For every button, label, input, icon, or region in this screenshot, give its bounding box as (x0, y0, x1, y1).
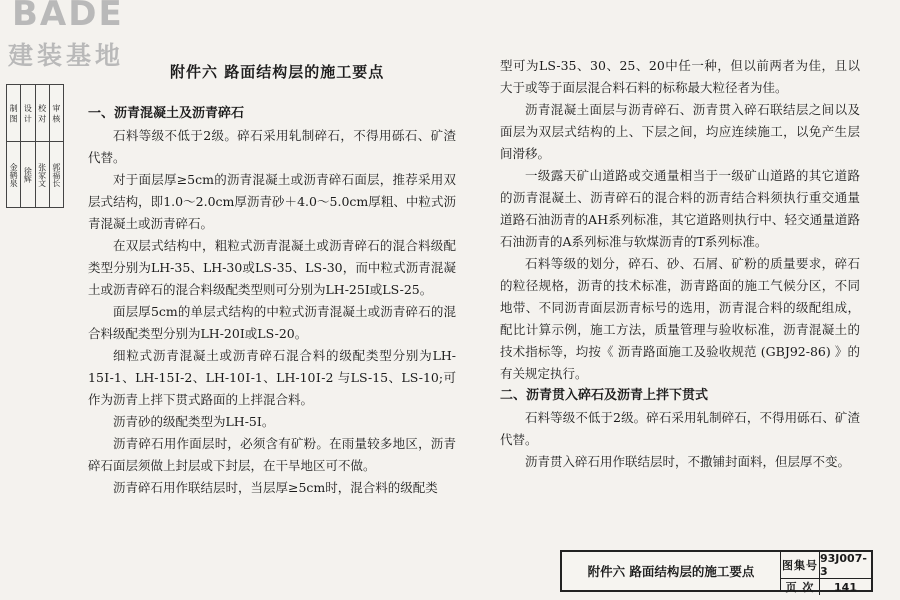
paragraph: 沥青碎石用作联结层时，当层厚≥5cm时，混合料的级配类 (113, 480, 438, 495)
paragraph: 对于面层厚≥5cm的沥青混凝土或沥青碎石面层，推荐采用双层式结构，即1.0～2.0cm厚沥青砂＋4.0～5.0cm厚粗、中粒式沥青混凝土或沥青碎石。 (88, 172, 456, 231)
watermark-cjk: 建装基地 (8, 41, 125, 70)
title-block-title: 附件六 路面结构层的施工要点 (562, 552, 781, 590)
paragraph: 面层厚5cm的单层式结构的中粒式沥青混凝土或沥青碎石的混合料级配类型分别为LH-20I或LS-20。 (88, 304, 456, 341)
section-heading: 一、沥青混凝土及沥青碎石 (88, 106, 245, 121)
atlas-label: 图集号 (781, 552, 820, 578)
signature-block (6, 84, 64, 208)
page-label: 页 次 (781, 579, 820, 595)
title-block-meta (781, 552, 871, 594)
paragraph: 一级露天矿山道路或交通量相当于一级矿山道路的其它道路的沥青混凝土、沥青碎石的混合料的沥青结合料须执行重交通量道路石油沥青的AH系列标准，其它道路则执行中、轻交通量道路石油沥青的A系列标准与软煤沥青的T系列标准。 (500, 168, 860, 249)
signature-column (7, 85, 20, 207)
signature-name: 金鹤泉 (9, 162, 19, 187)
atlas-row (781, 552, 871, 579)
signature-name: 张家文 (37, 162, 47, 187)
signature-label: 审 核 (50, 85, 63, 142)
paragraph: 沥青碎石用作面层时，必须含有矿粉。在雨量较多地区，沥青碎石面层须做上封层或下封层，在干旱地区可不做。 (88, 436, 456, 473)
paragraph: 沥青混凝土面层与沥青碎石、沥青贯入碎石联结层之间以及面层为双层式结构的上、下层之间，均应连续施工，以免产生层间滑移。 (500, 102, 860, 161)
signature-name: 郭福长 (51, 162, 61, 187)
signature-label: 制 图 (7, 85, 20, 142)
paragraph: 石料等级不低于2级。碎石采用轧制碎石，不得用砾石、矿渣代替。 (88, 128, 456, 165)
paragraph: 细粒式沥青混凝土或沥青碎石混合料的级配类型分别为LH-15Ⅰ-1、LH-15Ⅰ-2、LH-10Ⅰ-1、LH-10Ⅰ-2 与LS-15、LS-10;可作为沥青上拌下贯式路面的上拌混合料。 (88, 348, 456, 407)
paragraph: 型可为LS-35、30、25、20中任一种，但以前两者为佳，且以大于或等于面层混合料石料的标称最大粒径者为佳。 (500, 58, 860, 95)
right-column (500, 55, 860, 473)
page-title: 附件六 路面结构层的施工要点 (170, 63, 385, 81)
signature-column (49, 85, 63, 207)
signature-column (35, 85, 49, 207)
signature-label: 设 计 (21, 85, 34, 142)
page-number: 141 (834, 580, 857, 594)
paragraph: 石料等级不低于2级。碎石采用轧制碎石，不得用砾石、矿渣代替。 (500, 410, 860, 447)
signature-column (20, 85, 34, 207)
paragraph: 沥青贯入碎石用作联结层时，不撒铺封面料，但层厚不变。 (525, 454, 851, 469)
left-column (88, 57, 456, 499)
paragraph: 石料等级的划分，碎石、砂、石屑、矿粉的质量要求，碎石的粒径规格，沥青的技术标准，沥青路面的施工气候分区，不同地带、不同沥青面层沥青标号的选用，沥青混合料的级配组成，配比计算示例，施工方法，质量管理与验收标准，沥青混凝土的技术指标等，均按《 沥青路面施工及验收规范 (GBJ92-86) 》的有关规定执行。 (500, 256, 860, 381)
signature-label: 校 对 (36, 85, 49, 142)
paragraph: 沥青砂的级配类型为LH-5I。 (113, 414, 275, 429)
atlas-number: 93J007-3 (820, 552, 867, 578)
watermark-latin: BADE (12, 0, 124, 34)
paragraph: 在双层式结构中，粗粒式沥青混凝土或沥青碎石的混合料级配类型分别为LH-35、LH-30或LS-35、LS-30，而中粒式沥青混凝土或沥青碎石的混合料级配类型则可分别为LH-25I或LS-25。 (88, 238, 456, 297)
title-block (560, 550, 873, 592)
signature-name: 徐辉 (23, 166, 33, 183)
page-row (781, 579, 871, 595)
section-heading: 二、沥青贯入碎石及沥青上拌下贯式 (500, 388, 709, 403)
